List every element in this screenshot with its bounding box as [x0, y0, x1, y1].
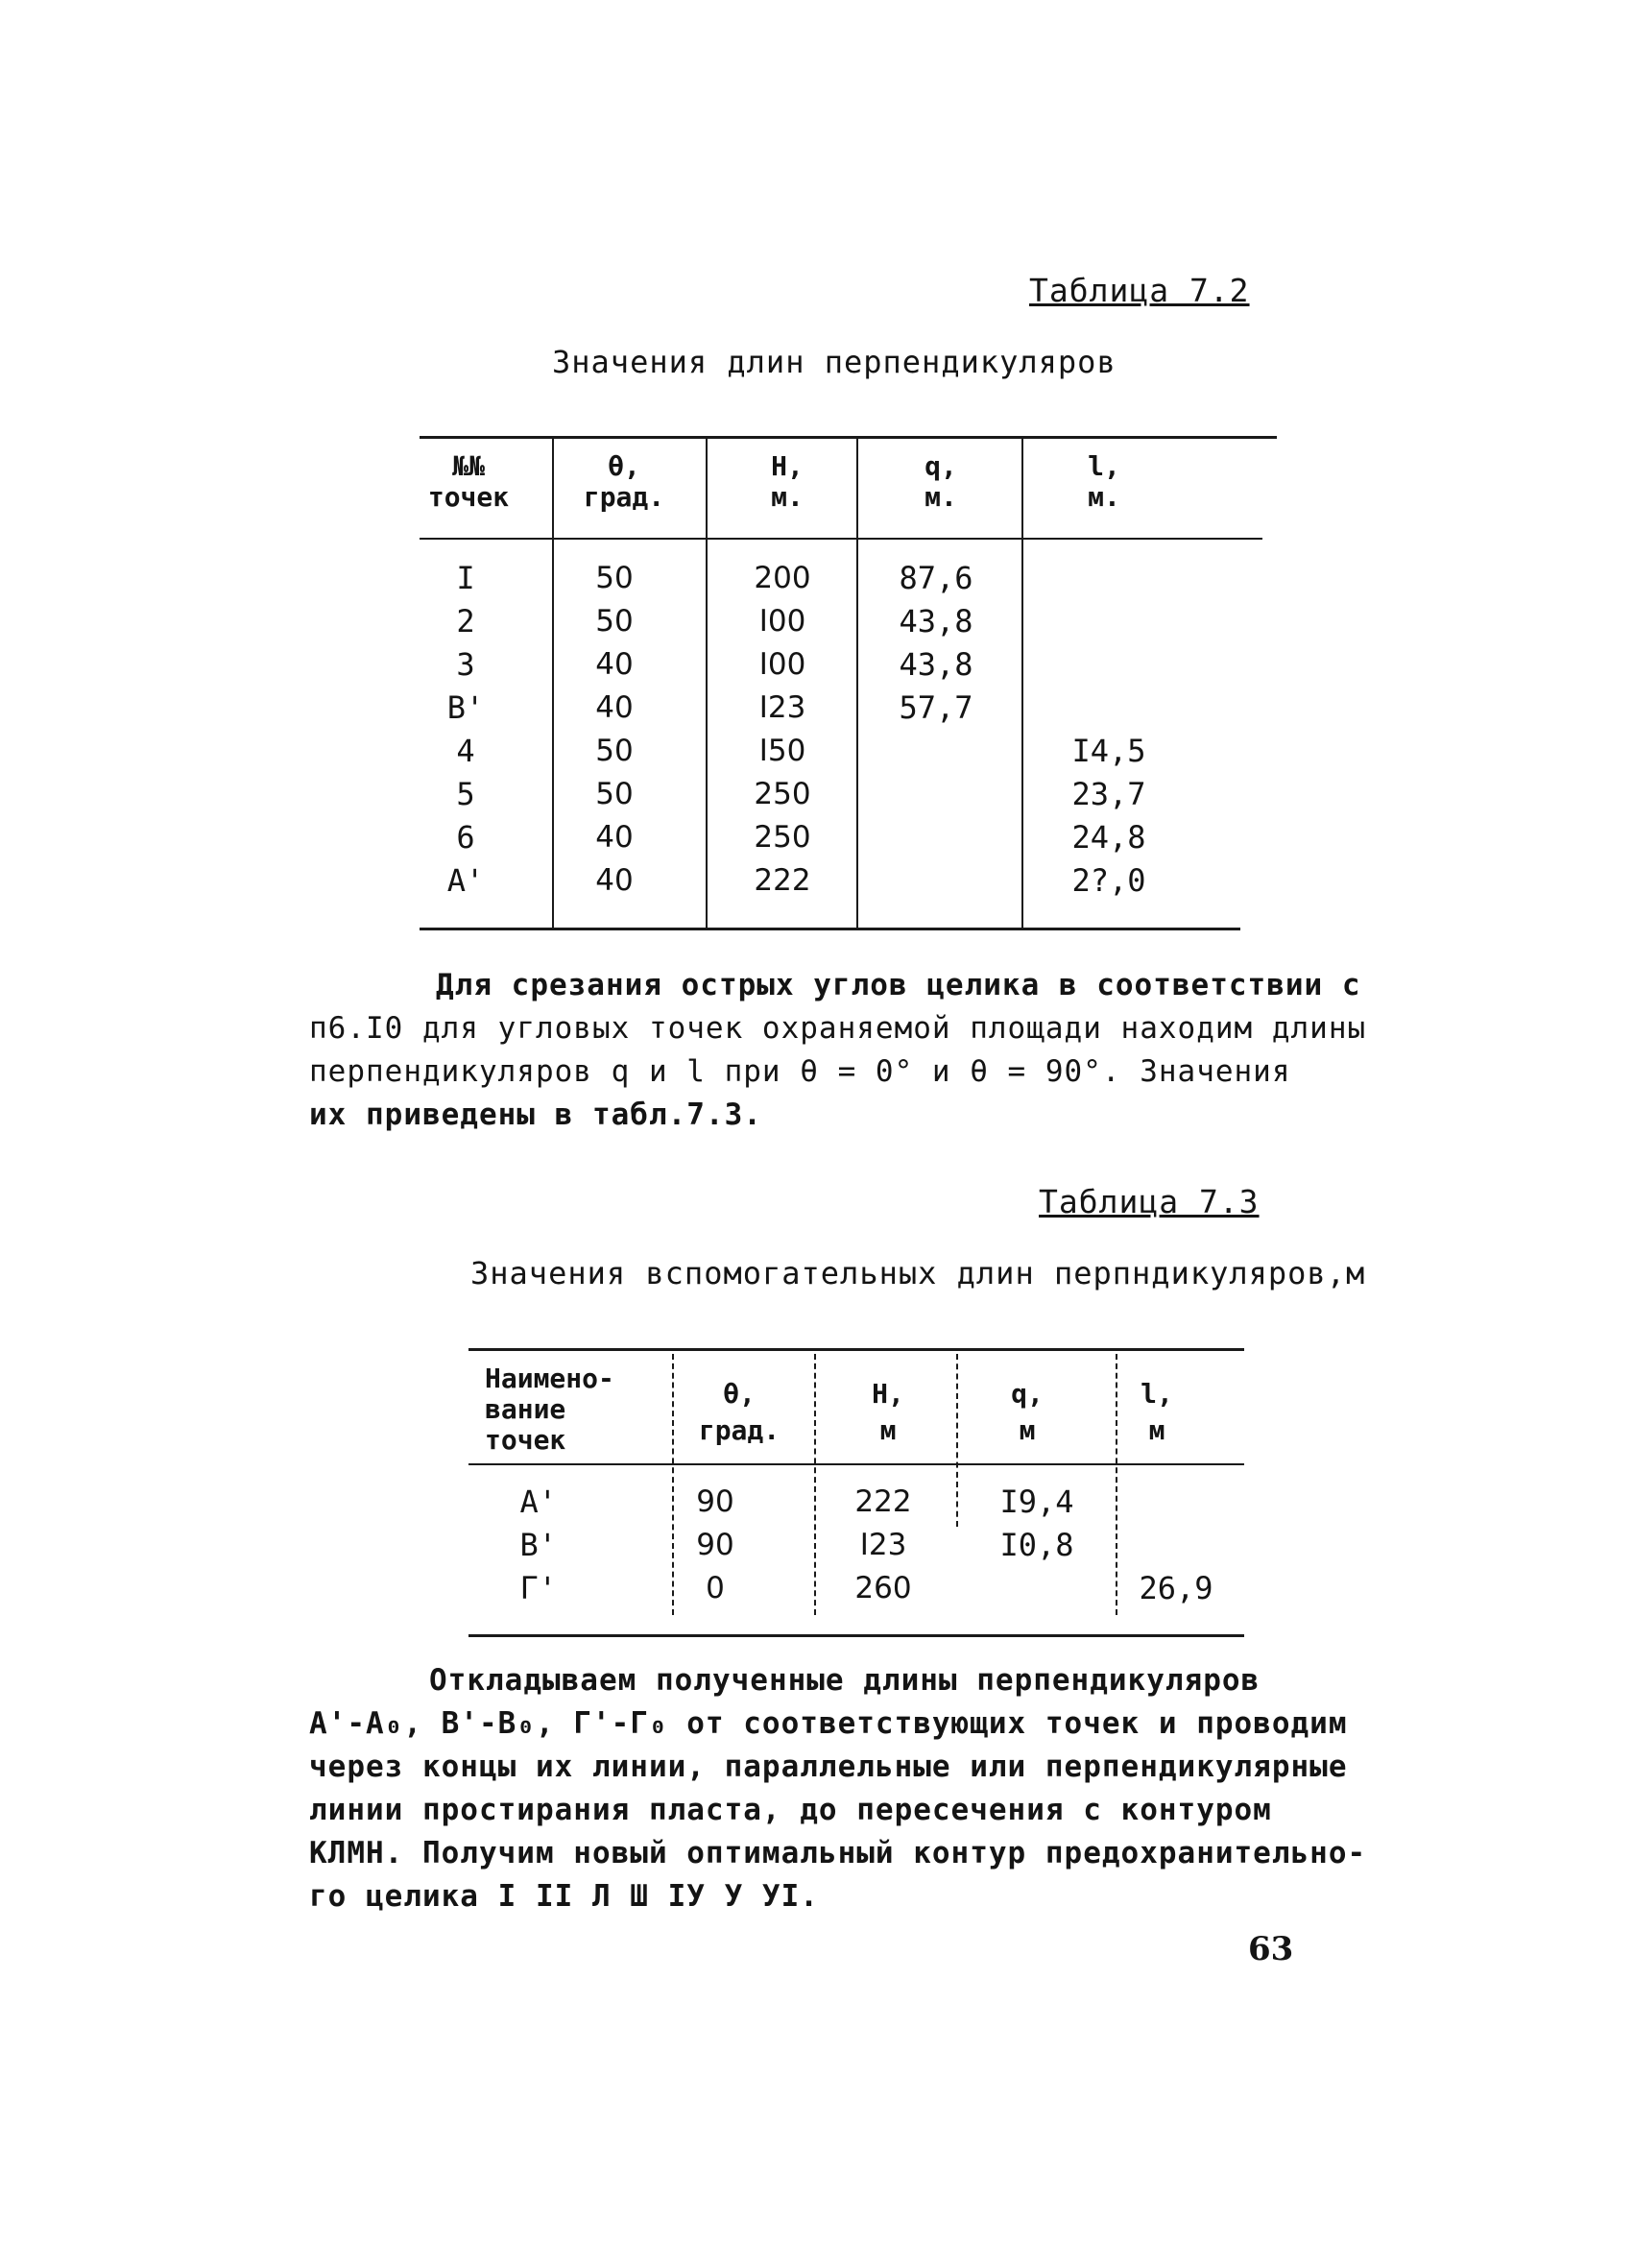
table-cell: I23	[758, 690, 806, 725]
table-7-3-bottom-rule	[468, 1634, 1244, 1637]
table-7-3-col-divider	[956, 1354, 958, 1527]
table-7-2-col-l	[1042, 557, 1176, 903]
table-cell: I00	[758, 604, 806, 639]
paragraph-2	[309, 1659, 1366, 1918]
table-7-3-header-theta: θ, град.	[698, 1378, 780, 1446]
table-7-3-col-theta	[677, 1481, 754, 1610]
table-cell	[1042, 557, 1176, 600]
table-cell: I0,8	[999, 1527, 1074, 1563]
table-cell: I4,5	[1071, 733, 1146, 769]
paragraph-line: п6.I0 для угловых точек охраняемой площади находим длины	[309, 1011, 1367, 1046]
table-cell: 5	[456, 776, 475, 812]
table-cell	[869, 816, 1003, 859]
table-7-3-col-divider	[1116, 1354, 1117, 1615]
table-cell: 4	[456, 733, 475, 769]
table-cell: 250	[754, 820, 811, 855]
table-cell: А'	[519, 1484, 557, 1520]
table-cell: I50	[758, 734, 806, 768]
table-cell: 40	[595, 820, 634, 855]
table-cell: 3	[456, 646, 475, 683]
paragraph-line: линии простирания пласта, до пересечения с контуром	[309, 1793, 1272, 1827]
table-7-2-col-divider	[856, 438, 858, 928]
table-cell: 57,7	[899, 689, 973, 726]
table-7-2-col-theta	[566, 557, 662, 903]
table-7-2-col-q	[869, 557, 1003, 903]
table-cell: 50	[595, 604, 634, 639]
table-7-3-col-point	[499, 1481, 557, 1610]
table-7-3-header-name: Наимено- вание точек	[485, 1363, 614, 1456]
table-cell: I00	[758, 647, 806, 682]
table-cell: 0	[706, 1571, 725, 1605]
table-cell	[1042, 600, 1176, 643]
table-cell	[869, 859, 1003, 903]
table-cell: 40	[595, 863, 634, 898]
table-cell: Г'	[519, 1570, 557, 1606]
table-7-3-title: Значения вспомогательных длин перпндикуляров,м	[470, 1255, 1366, 1291]
table-cell: I	[456, 560, 475, 596]
table-7-2-header-point: №№ точек	[427, 450, 510, 513]
paragraph-line: го целика I II Л Ш IУ У УI.	[309, 1879, 819, 1914]
paragraph-line: их приведены в табл.7.3.	[309, 1098, 762, 1132]
paragraph-line: Откладываем полученные длины перпендикуляров	[429, 1663, 1261, 1698]
table-cell: 222	[754, 863, 811, 898]
table-cell: 40	[595, 690, 634, 725]
page-number: 63	[1248, 1930, 1294, 1968]
table-7-3-col-l	[1128, 1481, 1224, 1610]
table-7-3-top-rule	[468, 1348, 1244, 1351]
table-cell: А'	[446, 862, 485, 899]
table-7-3-header-l: l, м	[1141, 1378, 1173, 1446]
table-7-2-header-rule	[420, 538, 1262, 540]
table-cell: 6	[456, 819, 475, 856]
table-7-3-col-divider	[814, 1354, 816, 1615]
table-cell: 222	[854, 1484, 912, 1519]
table-cell: 90	[696, 1528, 734, 1562]
table-cell: 26,9	[1139, 1570, 1213, 1606]
table-cell	[1128, 1524, 1224, 1567]
table-7-2-bottom-rule	[420, 928, 1240, 930]
table-cell: 90	[696, 1484, 734, 1519]
table-cell: 87,6	[899, 560, 973, 596]
table-cell: 43,8	[899, 646, 973, 683]
table-cell: 43,8	[899, 603, 973, 639]
table-cell: I9,4	[999, 1484, 1074, 1520]
table-7-3-header-rule	[468, 1463, 1244, 1465]
table-cell	[979, 1567, 1094, 1610]
table-cell: I23	[859, 1528, 907, 1562]
paragraph-line: Для срезания острых углов целика в соответствии с	[436, 968, 1361, 1002]
table-7-2-header-l: l, м.	[1088, 450, 1120, 513]
table-7-2-col-divider	[1021, 438, 1023, 928]
table-7-3-header-h: Н, м	[872, 1378, 904, 1446]
table-cell: 50	[595, 777, 634, 811]
table-7-2-col-h	[730, 557, 835, 903]
table-cell: 2	[456, 603, 475, 639]
table-7-2-caption: Таблица 7.2	[1029, 272, 1250, 309]
table-7-3-col-q	[979, 1481, 1094, 1610]
table-cell	[869, 730, 1003, 773]
table-cell: 24,8	[1071, 819, 1146, 856]
table-cell: 260	[854, 1571, 912, 1605]
table-cell: 50	[595, 734, 634, 768]
paragraph-line: через концы их линии, параллельные или перпендикулярные	[309, 1749, 1348, 1784]
table-cell: 2?,0	[1071, 862, 1146, 899]
paragraph-line: перпендикуляров q и l при θ = 0° и θ = 90°. Значения	[309, 1054, 1291, 1089]
table-7-2-col-divider	[706, 438, 708, 928]
table-7-2-col-point	[422, 557, 509, 903]
table-7-2-col-divider	[552, 438, 554, 928]
table-7-2-header-q: q, м.	[925, 450, 957, 513]
table-7-3-header-q: q, м	[1011, 1378, 1044, 1446]
paragraph-line: КЛМН. Получим новый оптимальный контур предохранительно-	[309, 1836, 1367, 1870]
table-cell	[869, 773, 1003, 816]
table-cell: 50	[595, 561, 634, 595]
table-7-3-caption: Таблица 7.3	[1039, 1183, 1260, 1220]
table-7-2-title: Значения длин перпендикуляров	[552, 344, 1117, 380]
table-cell: В'	[446, 689, 485, 726]
paragraph-1	[309, 964, 1366, 1137]
table-cell	[1042, 687, 1176, 730]
table-7-2-top-rule	[420, 436, 1277, 439]
table-7-3-col-h	[835, 1481, 931, 1610]
table-cell: 40	[595, 647, 634, 682]
table-cell	[1128, 1481, 1224, 1524]
table-cell: 23,7	[1071, 776, 1146, 812]
table-cell: 200	[754, 561, 811, 595]
table-7-2-header-theta: θ, град.	[583, 450, 665, 513]
paragraph-line: А'-А₀, В'-В₀, Г'-Г₀ от соответствующих точек и проводим	[309, 1706, 1348, 1741]
table-cell: В'	[519, 1527, 557, 1563]
table-cell	[1042, 643, 1176, 687]
table-cell: 250	[754, 777, 811, 811]
table-7-2-header-h: Н, м.	[771, 450, 804, 513]
